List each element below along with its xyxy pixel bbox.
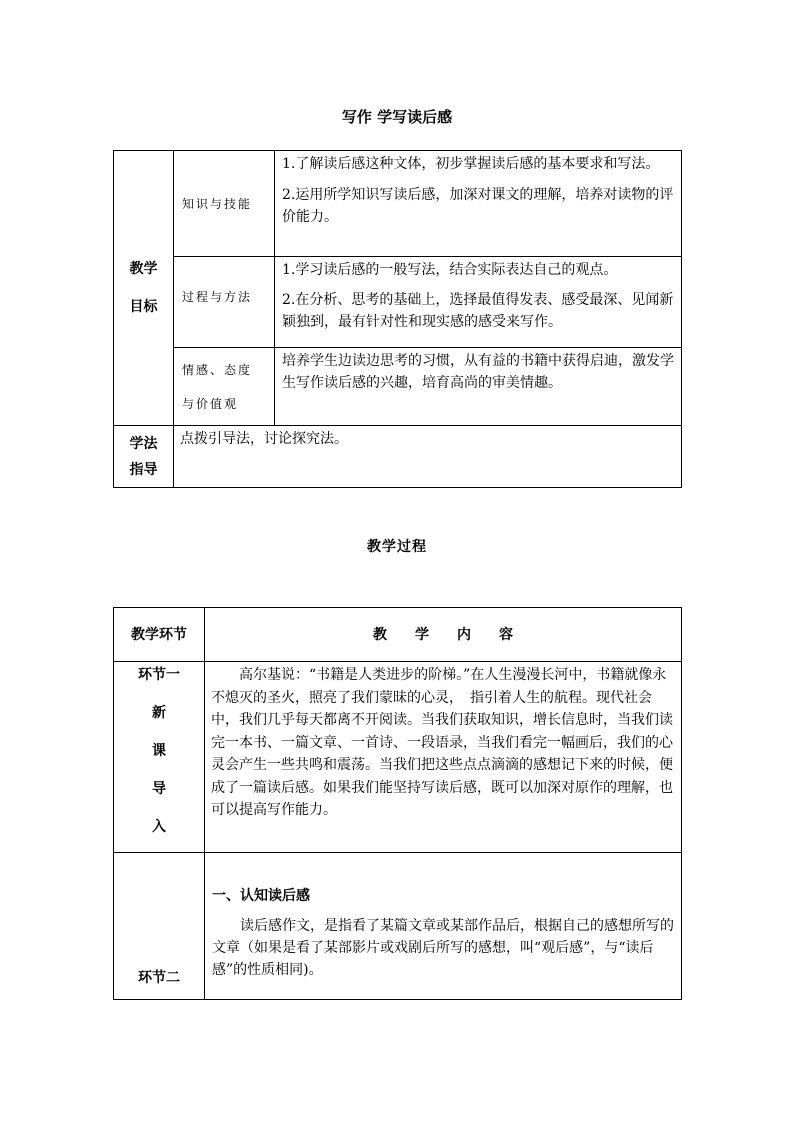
section1-label: 环节一 xyxy=(138,667,180,683)
section2-label-cell xyxy=(114,853,205,1000)
section2-label: 环节二 xyxy=(138,970,180,986)
knowledge-item-1: 1.了解读后感这种文体，初步掌握读后感的基本要求和写法。 xyxy=(282,156,660,172)
section1-char-1: 新 xyxy=(152,705,166,721)
knowledge-item-2: 2.运用所学知识写读后感，加深对课文的理解，培养对读物的评价能力。 xyxy=(282,187,674,225)
section1-label-cell xyxy=(114,662,205,853)
process-label: 过程与方法 xyxy=(182,290,253,304)
knowledge-label-cell xyxy=(174,151,275,257)
process-table xyxy=(113,607,682,1000)
section1-char-3: 导 xyxy=(152,781,166,797)
emotion-label-line2: 与价值观 xyxy=(182,396,239,411)
method-label-cell xyxy=(114,426,174,488)
objectives-row-label xyxy=(114,151,174,426)
header-right-label: 教 学 内 容 xyxy=(373,626,513,643)
section1-content-cell xyxy=(205,662,682,853)
document-title: 写作 学写读后感 xyxy=(341,108,453,126)
header-left-label: 教学环节 xyxy=(131,626,187,643)
method-label-line1: 学法 xyxy=(129,435,158,452)
process-item-2: 2.在分析、思考的基础上，选择最值得发表、感受最深、见闻新颖独到，最有针对性和现实感的感受来写作。 xyxy=(282,292,674,330)
header-right-cell xyxy=(205,608,682,662)
method-content-cell xyxy=(174,426,682,488)
process-item-1: 1.学习读后感的一般写法，结合实际表达自己的观点。 xyxy=(282,262,618,278)
objectives-table xyxy=(113,150,682,488)
emotion-content-cell xyxy=(275,348,682,426)
knowledge-label: 知识与技能 xyxy=(182,196,253,211)
process-title: 教学过程 xyxy=(367,539,427,555)
section2-text: 读后感作文，是指看了某篇文章或某部作品后，根据自己的感想所写的文章（如果是看了某部影片或戏剧后所写的感想，叫“观后感”，与“读后感”的性质相同)。 xyxy=(212,918,674,978)
method-label-line2: 指导 xyxy=(129,461,158,478)
knowledge-content-cell xyxy=(275,151,682,257)
emotion-label-cell xyxy=(174,348,275,426)
section1-char-2: 课 xyxy=(152,743,166,759)
emotion-text: 培养学生边读边思考的习惯，从有益的书籍中获得启迪，激发学生写作读后感的兴趣，培育高尚的审美情趣。 xyxy=(282,353,674,391)
process-label-cell xyxy=(174,257,275,348)
objectives-label-line2: 目标 xyxy=(129,299,158,315)
emotion-label-line1: 情感、态度 xyxy=(182,362,253,377)
section1-char-4: 入 xyxy=(152,819,166,835)
objectives-label-line1: 教学 xyxy=(129,261,158,277)
process-content-cell xyxy=(275,257,682,348)
header-left-cell xyxy=(114,608,205,662)
method-text: 点拨引导法，讨论探究法。 xyxy=(180,431,348,447)
section2-heading: 一、认知读后感 xyxy=(212,888,310,904)
section2-content-cell xyxy=(205,853,682,1000)
section1-text: 高尔基说：“书籍是人类进步的阶梯。”在人生漫漫长河中，书籍就像永不熄灭的圣火，照亮了我们蒙昧的心灵， 指引着人生的航程。现代社会中，我们几乎每天都离不开阅读。当我们获取知识，增长信息时，当我们读完一本书、一篇文章、一首诗、一段语录，当我们看完一幅画后，我们的心灵会产生一些共鸣和震荡。当我们把这些点点滴滴的感想记下来的时候，便成了一篇读后感。如果我们能坚持写读后感，既可以加深对原作的理解，也可以提高写作能力。 xyxy=(211,667,673,818)
